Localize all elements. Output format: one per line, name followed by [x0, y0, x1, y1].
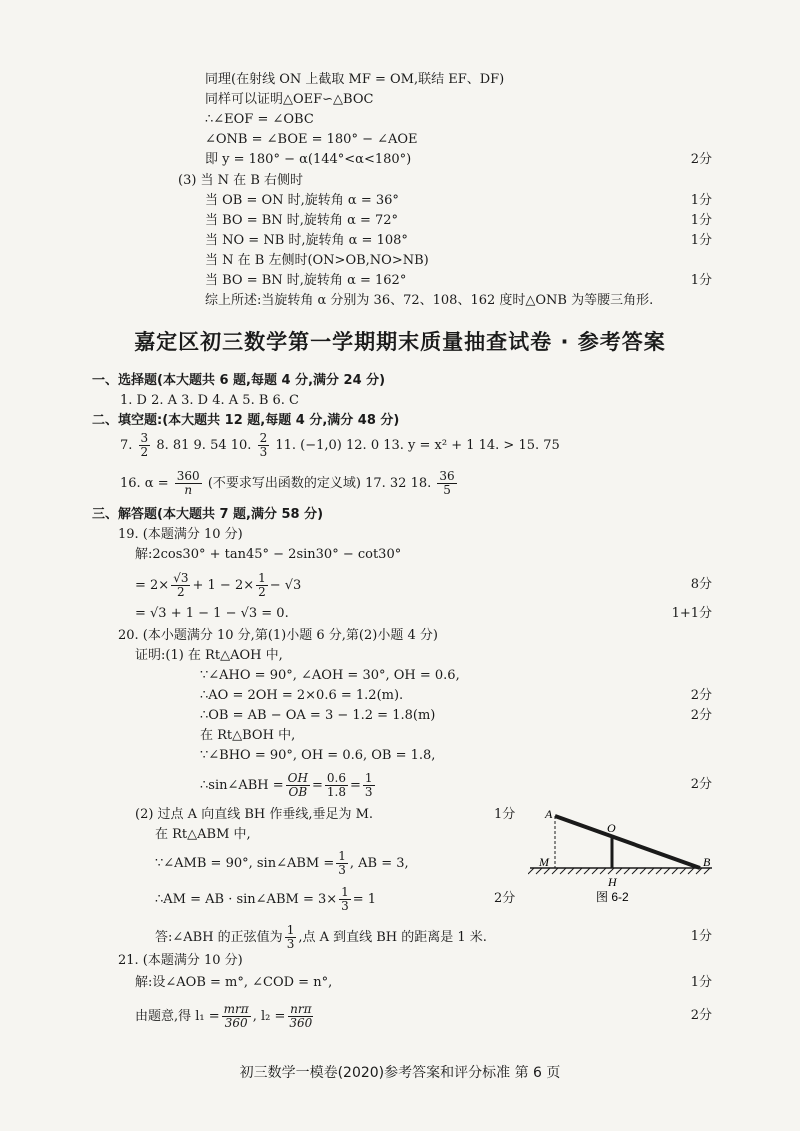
q16-label: 16. α = — [120, 476, 169, 491]
score: 1分 — [690, 233, 712, 248]
score: 1分 — [690, 975, 712, 990]
text-line: 解:2cos30° + tan45° − 2sin30° − cot30° — [135, 547, 402, 562]
expr: , l₂ = — [252, 1009, 286, 1024]
score: 2分 — [494, 891, 516, 906]
q11-15-text: 11. (−1,0) 12. 0 13. y = x² + 1 14. > 15. 75 — [275, 438, 560, 453]
text-line — [155, 850, 409, 877]
fraction — [287, 1003, 314, 1030]
expr: 答:∠ABH 的正弦值为 — [155, 930, 283, 945]
numerator: √3 — [173, 571, 189, 585]
denominator: 3 — [341, 899, 349, 913]
ground-hatch — [528, 868, 710, 874]
score: 1+1分 — [671, 606, 712, 621]
text-line: ∴AO = 2OH = 2×0.6 = 1.2(m). — [200, 688, 404, 703]
denominator: 360 — [224, 1016, 248, 1030]
expr: + 1 − 2× — [192, 578, 255, 593]
expr: ∴sin∠ABH = — [200, 778, 284, 793]
fraction — [363, 772, 375, 799]
text-line: ∵∠AHO = 90°, ∠AOH = 30°, OH = 0.6, — [200, 668, 460, 683]
expr: , AB = 3, — [349, 856, 409, 871]
answers-line: 1. D 2. A 3. D 4. A 5. B 6. C — [120, 393, 299, 408]
denominator: OB — [288, 785, 308, 799]
text-line: 在 Rt△BOH 中, — [200, 728, 296, 743]
score: 1分 — [690, 273, 712, 288]
expr: ∵∠AMB = 90°, sin∠ABM = — [155, 856, 335, 871]
expr: ∴AM = AB · sin∠ABM = 3× — [155, 892, 338, 907]
plank-AB — [555, 816, 700, 868]
denominator: 3 — [364, 785, 373, 799]
numerator: 1 — [338, 849, 346, 863]
denominator: 2 — [140, 445, 149, 459]
q16-18-text: (不要求写出函数的定义域) 17. 32 18. — [207, 476, 432, 491]
score: 2分 — [690, 708, 712, 723]
fraction — [336, 850, 348, 877]
text-line: 证明:(1) 在 Rt△AOH 中, — [135, 648, 283, 663]
score: 1分 — [494, 807, 516, 822]
numerator: 2 — [259, 431, 268, 445]
expr: = 1 — [352, 892, 377, 907]
text-line — [135, 1003, 316, 1030]
label-H: H — [608, 875, 617, 889]
fraction — [437, 470, 456, 497]
text-line: ∠ONB = ∠BOE = 180° − ∠AOE — [205, 132, 418, 147]
score: 1分 — [690, 929, 712, 944]
fraction — [222, 1003, 251, 1030]
label-B: B — [703, 855, 711, 869]
text-line: ∴sin∠ABH = $\frac{OH}{OB}$ = $\frac{0.6}{1.8}$ = $\frac{1}{3}$ — [200, 771, 373, 799]
text-line: 同理(在射线 ON 上截取 MF = OM,联结 EF、DF) — [205, 72, 505, 87]
fraction — [285, 924, 297, 951]
score: 8分 — [690, 577, 712, 592]
expr: = 2× — [135, 578, 170, 593]
answers-line — [120, 432, 560, 459]
text-line: 当 BO = BN 时,旋转角 α = 72° — [205, 213, 399, 228]
fraction — [139, 432, 151, 459]
numerator: 1 — [364, 771, 373, 785]
text-line: 解:设∠AOB = m°, ∠COD = n°, — [135, 975, 333, 990]
label-A: A — [545, 807, 553, 821]
numerator: 1 — [341, 885, 349, 899]
denominator: 5 — [443, 483, 451, 497]
label-O: O — [607, 821, 616, 835]
text-line: 在 Rt△ABM 中, — [155, 827, 251, 842]
text-line: ∴∠EOF = ∠OBC — [205, 112, 314, 127]
numerator: nrπ — [290, 1002, 312, 1016]
text-line: 综上所述:当旋转角 α 分别为 36、72、108、162 度时△ONB 为等腰三角形. — [205, 293, 654, 308]
expr: − √3 — [269, 578, 302, 593]
text-line — [155, 924, 487, 951]
page-footer: 初三数学一模卷(2020)参考答案和评分标准 第 6 页 — [239, 1065, 561, 1081]
text-line: (2) 过点 A 向直线 BH 作垂线,垂足为 M. — [135, 807, 374, 822]
denominator: 2 — [258, 585, 266, 599]
score: 2分 — [690, 1008, 712, 1023]
text-line: 同样可以证明△OEF∽△BOC — [205, 92, 374, 107]
numerator: OH — [287, 771, 308, 785]
fraction — [339, 886, 351, 913]
fraction — [258, 432, 270, 459]
text-line: 即 y = 180° − α(144°<α<180°) — [205, 152, 412, 167]
denominator: 3 — [338, 863, 346, 877]
numerator: 36 — [439, 469, 455, 483]
numerator: 360 — [176, 469, 200, 483]
score: 1分 — [690, 213, 712, 228]
denominator: 3 — [259, 445, 268, 459]
text-line: 当 N 在 B 左侧时(ON>OB,NO>NB) — [205, 253, 429, 268]
figure-caption: 图 6-2 — [596, 890, 629, 904]
section-header: 一、选择题(本大题共 6 题,每题 4 分,满分 24 分) — [92, 373, 386, 388]
text-line — [135, 572, 301, 599]
expr: 由题意,得 l₁ = — [135, 1009, 220, 1024]
answers-line — [120, 470, 459, 497]
denominator: 360 — [289, 1016, 313, 1030]
q7-label: 7. — [120, 438, 133, 453]
text-line — [155, 886, 376, 913]
figure-6-2 — [528, 806, 718, 906]
numerator: 1 — [258, 571, 266, 585]
question-title: 21. (本题满分 10 分) — [118, 953, 243, 968]
numerator: mrπ — [223, 1002, 249, 1016]
score: 1分 — [690, 193, 712, 208]
q8-10-text: 8. 81 9. 54 10. — [156, 438, 252, 453]
score: 2分 — [690, 152, 712, 167]
text-line: 当 OB = ON 时,旋转角 α = 36° — [205, 193, 399, 208]
expr: ,点 A 到直线 BH 的距离是 1 米. — [298, 930, 487, 945]
text-line: 当 NO = NB 时,旋转角 α = 108° — [205, 233, 408, 248]
text-line: ∴OB = AB − OA = 3 − 1.2 = 1.8(m) — [200, 708, 436, 723]
text-line: 当 BO = BN 时,旋转角 α = 162° — [205, 273, 407, 288]
section-header: 二、填空题:(本大题共 12 题,每题 4 分,满分 48 分) — [92, 413, 400, 428]
text-line: (3) 当 N 在 B 右侧时 — [178, 173, 304, 188]
fraction — [286, 772, 310, 799]
page-title: 嘉定区初三数学第一学期期末质量抽查试卷 · 参考答案 — [134, 330, 666, 354]
section-header: 三、解答题(本大题共 7 题,满分 58 分) — [92, 507, 324, 522]
question-title: 20. (本小题满分 10 分,第(1)小题 6 分,第(2)小题 4 分) — [118, 628, 438, 643]
question-title: 19. (本题满分 10 分) — [118, 527, 243, 542]
denominator: 1.8 — [326, 785, 346, 799]
label-M: M — [539, 855, 549, 869]
fraction — [171, 572, 190, 599]
fraction — [325, 772, 348, 799]
denominator: n — [184, 483, 193, 497]
numerator: 0.6 — [326, 771, 346, 785]
text-line: = √3 + 1 − 1 − √3 = 0. — [135, 606, 289, 621]
numerator: 3 — [140, 431, 149, 445]
score: 2分 — [690, 688, 712, 703]
numerator: 1 — [286, 923, 295, 937]
fraction — [175, 470, 202, 497]
denominator: 2 — [177, 585, 185, 599]
fraction — [256, 572, 268, 599]
text-line: ∵∠BHO = 90°, OH = 0.6, OB = 1.8, — [200, 748, 436, 763]
denominator: 3 — [286, 937, 295, 951]
score: 2分 — [690, 777, 712, 792]
